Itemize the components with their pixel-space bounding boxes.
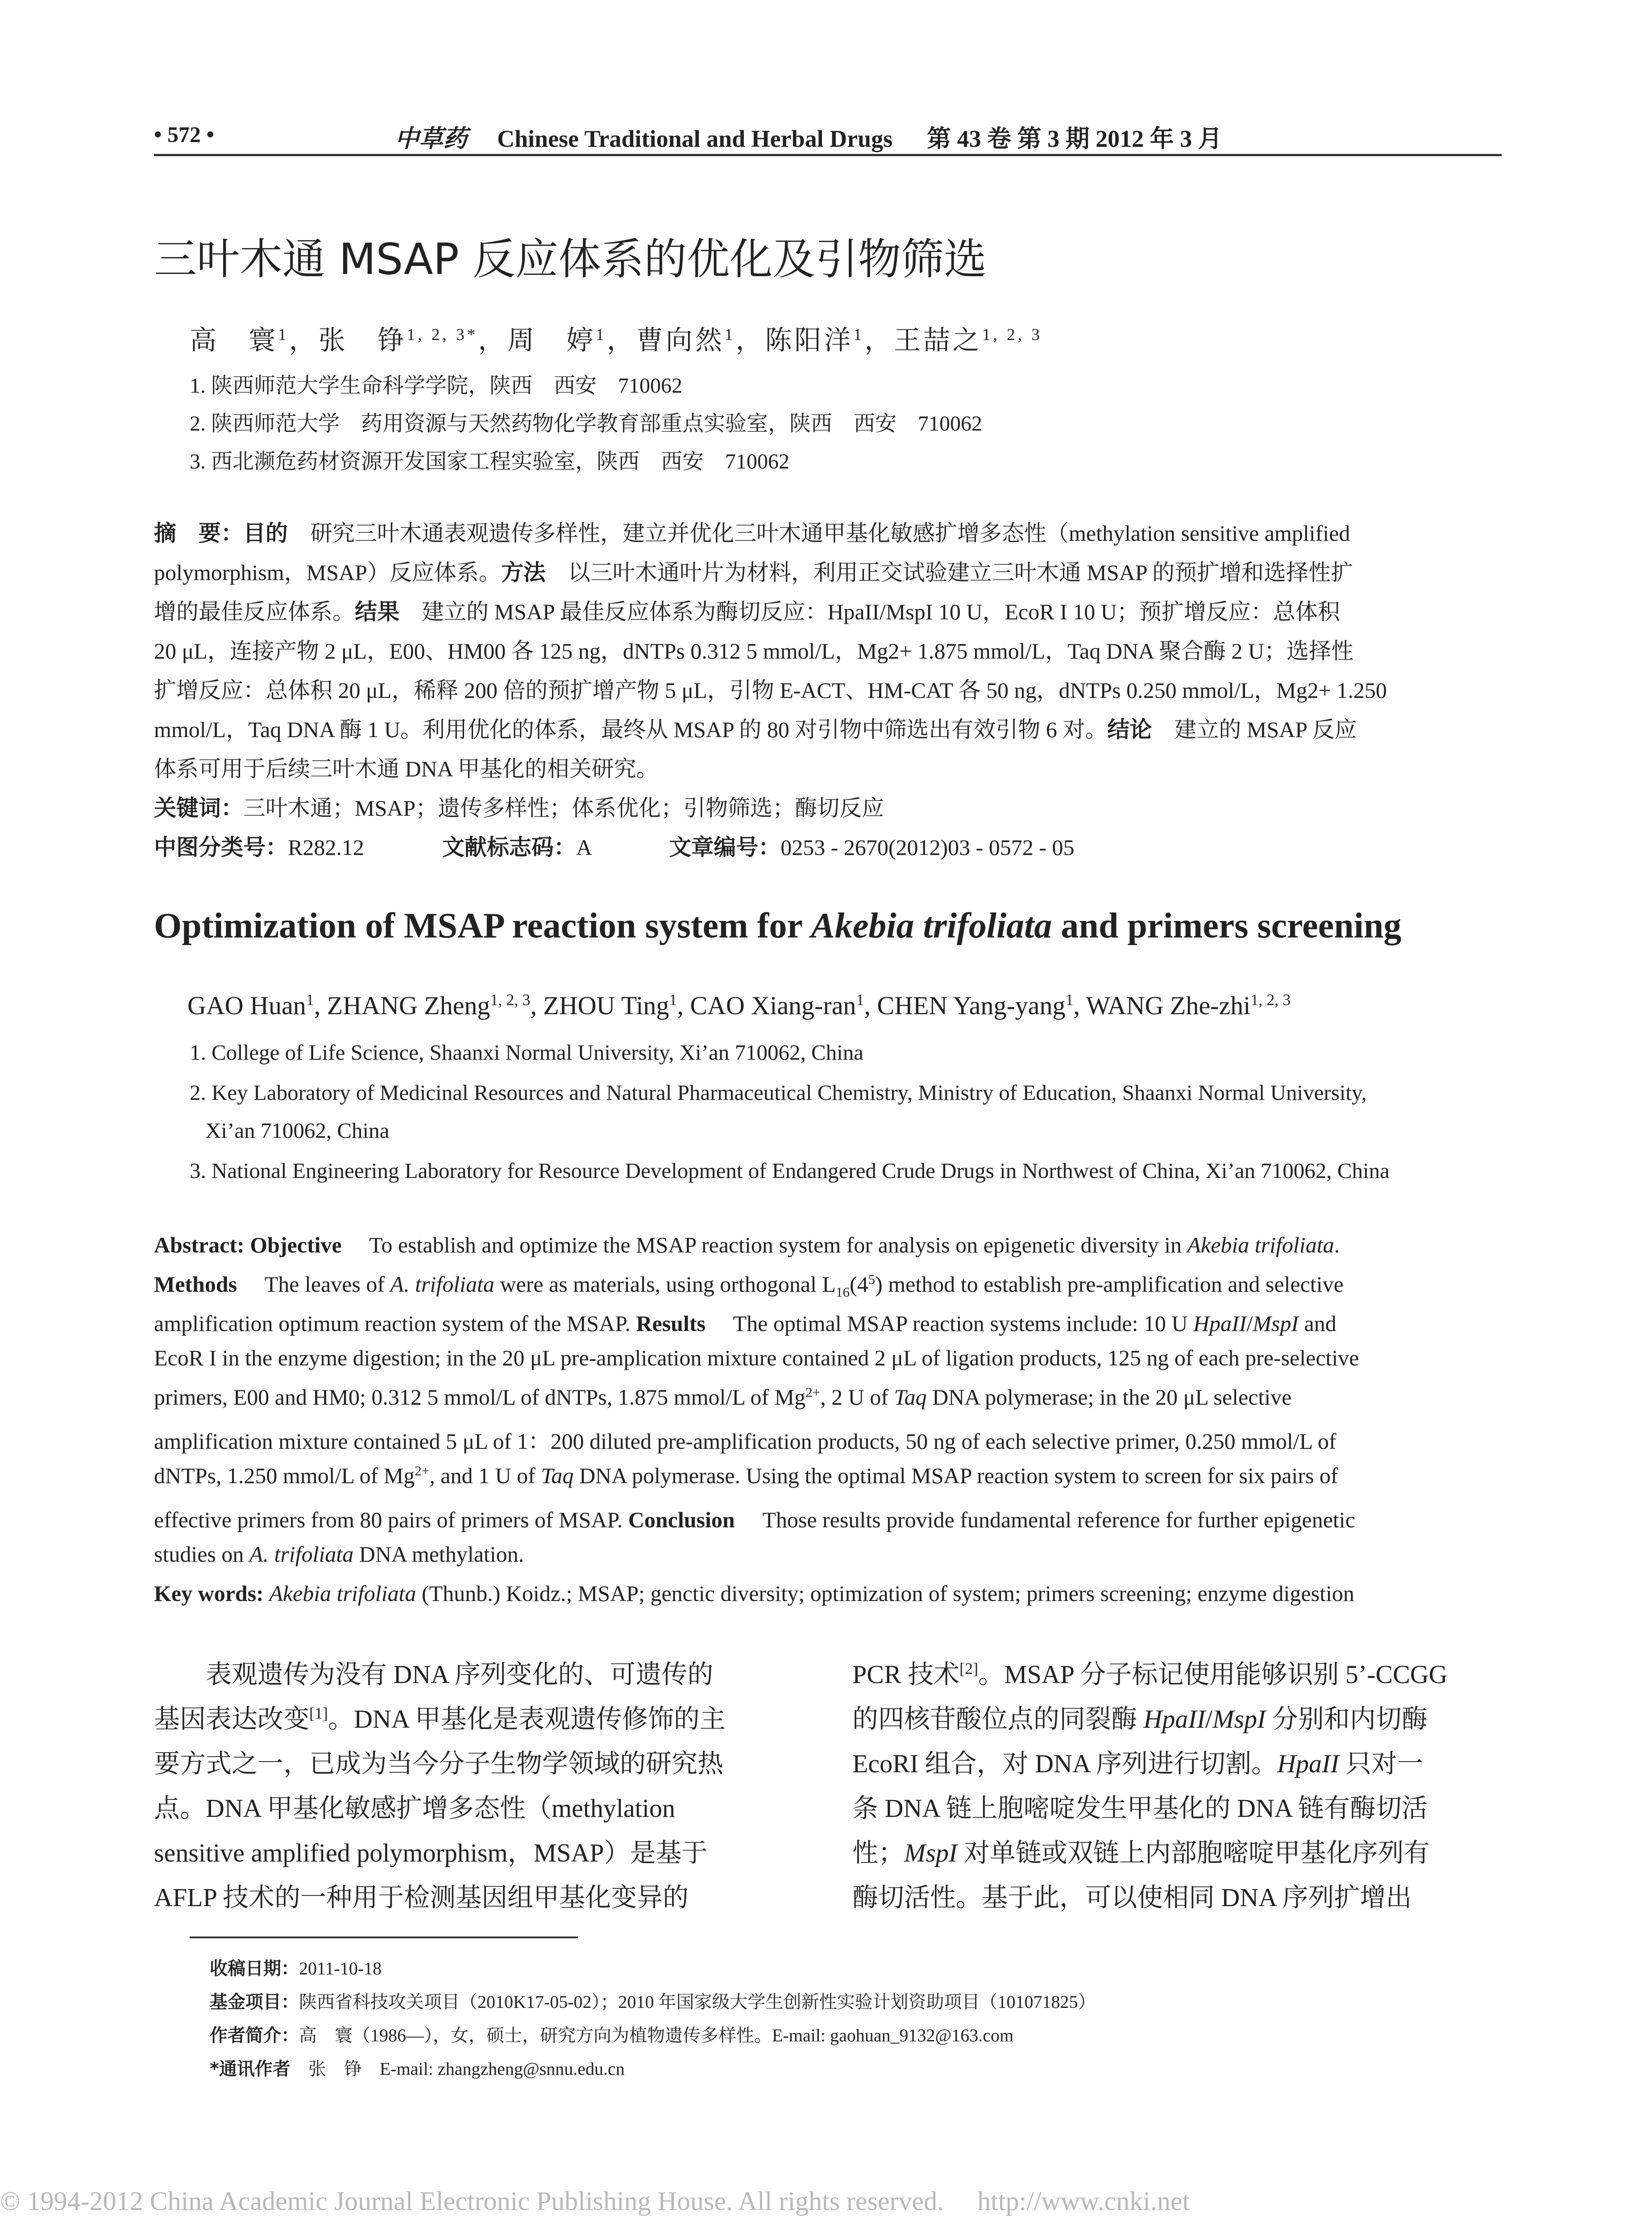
body-right-line: 条 DNA 链上胞嘧啶发生甲基化的 DNA 链有酶切活: [852, 1794, 1428, 1823]
journal-issue: 第 43 卷 第 3 期 2012 年 3 月: [927, 125, 1222, 152]
footnote-received: 收稿日期：2011-10-18: [210, 1958, 382, 1979]
body-left-line: 点。DNA 甲基化敏感扩增多态性（methylation: [154, 1794, 676, 1823]
english-title: Optimization of MSAP reaction system for Akebia trifoliata and primers screening: [154, 906, 1402, 945]
header-rule: [154, 154, 1502, 156]
english-affiliation-3: 3. National Engineering Laboratory for Resource Development of Endangered Crude Drugs in Northwest of China, Xi’an 710062, China: [190, 1158, 1390, 1183]
en-abstract-line: EcoR I in the enzyme digestion; in the 20 μL pre-amplication mixture contained 2 μL of ligation products, 125 ng of each pre-selective: [154, 1345, 1359, 1370]
footnote-fund: 基金项目：陕西省科技攻关项目（2010K17-05-02）；2010 年国家级大学生创新性实验计划资助项目（101071825）: [210, 1992, 1096, 2012]
footnote-author: 作者简介：高 寰（1986—），女，硕士，研究方向为植物遗传多样性。E-mail: gaohuan_9132@163.com: [210, 2025, 1014, 2046]
journal-cn-name: 中草药: [395, 124, 467, 153]
chinese-authors: 高 寰$^1$，张 铮$^{1, 2, 3*}$，周 婷$^1$，曹向然$^1$，陈阳洋$^1$，王喆之$^{1, 2, 3}$: [190, 326, 1042, 355]
english-affiliation-2: 2. Key Laboratory of Medicinal Resources and Natural Pharmaceutical Chemistry, Ministry of Education, Shaanxi Normal University,: [190, 1080, 1367, 1105]
english-affiliation-1: 1. College of Life Science, Shaanxi Normal University, Xi’an 710062, China: [190, 1040, 864, 1065]
body-left-line: 基因表达改变[1]。DNA 甲基化是表观遗传修饰的主: [154, 1704, 726, 1733]
copyright-notice: © 1994-2012 China Academic Journal Electronic Publishing House. All rights reserved. http://www.cnki.net: [0, 2186, 1190, 2216]
running-header: [395, 120, 1222, 154]
body-left-line: sensitive amplified polymorphism，MSAP）是基于: [154, 1838, 708, 1867]
page-number: • 572 •: [154, 122, 215, 147]
chinese-affiliation-2: 2. 陕西师范大学 药用资源与天然药物化学教育部重点实验室，陕西 西安 710062: [190, 412, 983, 435]
en-abstract-line: amplification mixture contained 5 μL of 1：200 diluted pre-amplification products, 50 ng of each selective primer, 0.250 mmol/L of: [154, 1429, 1337, 1454]
cn-abstract-line: 扩增反应：总体积 20 μL，稀释 200 倍的预扩增产物 5 μL，引物 E-ACT、HM-CAT 各 50 ng，dNTPs 0.250 mmol/L，Mg2+ 1.250: [154, 678, 1387, 703]
english-authors: GAO Huan$^1$, ZHANG Zheng$^{1, 2, 3}$, ZHOU Ting$^1$, CAO Xiang-ran$^1$, CHEN Yang-yang$^1$, WANG Zhe-zhi$^{1, 2, 3}$: [187, 991, 1291, 1020]
body-right-line: 的四核苷酸位点的同裂酶 HpaII/MspI 分别和内切酶: [852, 1704, 1428, 1733]
body-right-line: 酶切活性。基于此，可以使相同 DNA 序列扩增出: [852, 1883, 1412, 1912]
cn-abstract-line: mmol/L，Taq DNA 酶 1 U。利用优化的体系，最终从 MSAP 的 80 对引物中筛选出有效引物 6 对。结论 建立的 MSAP 反应: [154, 717, 1357, 742]
cn-abstract-line: polymorphism，MSAP）反应体系。方法 以三叶木通叶片为材料，利用正交试验建立三叶木通 MSAP 的预扩增和选择性扩: [154, 560, 1353, 585]
english-affiliation-2-cont: Xi’an 710062, China: [205, 1118, 390, 1143]
body-left-line: 表观遗传为没有 DNA 序列变化的、可遗传的: [154, 1660, 714, 1689]
cn-abstract-line: 摘 要：目的 研究三叶木通表观遗传多样性，建立并优化三叶木通甲基化敏感扩增多态性（methylation sensitive amplified: [154, 520, 1350, 546]
body-right-line: PCR 技术[2]。MSAP 分子标记使用能够识别 5’-CCGG: [852, 1659, 1448, 1689]
en-abstract-line: primers, E00 and HM0; 0.312 5 mmol/L of dNTPs, 1.875 mmol/L of $Mg^{2+}$, 2 U of Taq DNA polymerase; in the 20 μL selective: [154, 1384, 1292, 1410]
body-right-line: EcoRI 组合，对 DNA 序列进行切割。HpaII 只对一: [852, 1749, 1424, 1778]
en-keywords: Key words: Akebia trifoliata (Thunb.) Koidz.; MSAP; genctic diversity; optimization of system; primers screening; enzyme digestion: [154, 1581, 1354, 1606]
body-left-line: AFLP 技术的一种用于检测基因组甲基化变异的: [154, 1883, 689, 1912]
en-abstract-line: Methods The leaves of A. trifoliata were as materials, using orthogonal $L_{16}(4^5)$ method to establish pre-amplification and selective: [154, 1271, 1344, 1300]
chinese-title: 三叶木通 MSAP 反应体系的优化及引物筛选: [154, 234, 987, 284]
cn-abstract-line: 20 μL，连接产物 2 μL，E00、HM00 各 125 ng，dNTPs 0.312 5 mmol/L，Mg2+ 1.875 mmol/L，Taq DNA 聚合酶 2 U；选择性: [154, 639, 1354, 663]
en-abstract-line: amplification optimum reaction system of the MSAP. Results The optimal MSAP reaction systems include: 10 U HpaII/MspI and: [154, 1311, 1337, 1336]
footnote-corresponding: *通讯作者 张 铮 E-mail: zhangzheng@snnu.edu.cn: [210, 2059, 625, 2079]
en-abstract-line: Abstract: Objective To establish and optimize the MSAP reaction system for analysis on epigenetic diversity in Akebia trifoliata.: [154, 1232, 1340, 1257]
journal-en-name: Chinese Traditional and Herbal Drugs: [497, 125, 893, 152]
en-abstract-line: effective primers from 80 pairs of primers of MSAP. Conclusion Those results provide fundamental reference for further epigenetic: [154, 1507, 1355, 1532]
cn-abstract-line: 增的最佳反应体系。结果 建立的 MSAP 最佳反应体系为酶切反应：HpaII/MspI 10 U，EcoR I 10 U；预扩增反应：总体积: [154, 599, 1340, 625]
body-right-line: 性；MspI 对单链或双链上内部胞嘧啶甲基化序列有: [852, 1838, 1430, 1867]
chinese-affiliation-3: 3. 西北濒危药材资源开发国家工程实验室，陕西 西安 710062: [190, 450, 790, 473]
cn-abstract-label: 摘 要：: [154, 520, 243, 546]
body-left-line: 要方式之一，已成为当今分子生物学领域的研究热: [154, 1749, 724, 1778]
en-abstract-line: studies on A. trifoliata DNA methylation.: [154, 1542, 524, 1567]
cn-abstract-line: 体系可用于后续三叶木通 DNA 甲基化的相关研究。: [154, 756, 659, 781]
chinese-affiliation-1: 1. 陕西师范大学生命科学学院，陕西 西安 710062: [190, 374, 683, 398]
footnote-rule: [190, 1937, 578, 1938]
en-abstract-line: dNTPs, 1.250 mmol/L of $Mg^{2+}$, and 1 U of Taq DNA polymerase. Using the optimal MSAP reaction system to screen for six pairs of: [154, 1463, 1338, 1488]
cn-keywords: 关键词：三叶木通；MSAP；遗传多样性；体系优化；引物筛选；酶切反应: [154, 795, 884, 821]
cn-classification: 中图分类号：R282.12 文献标志码：A 文章编号：0253 - 2670(2012)03 - 0572 - 05: [154, 834, 1075, 860]
